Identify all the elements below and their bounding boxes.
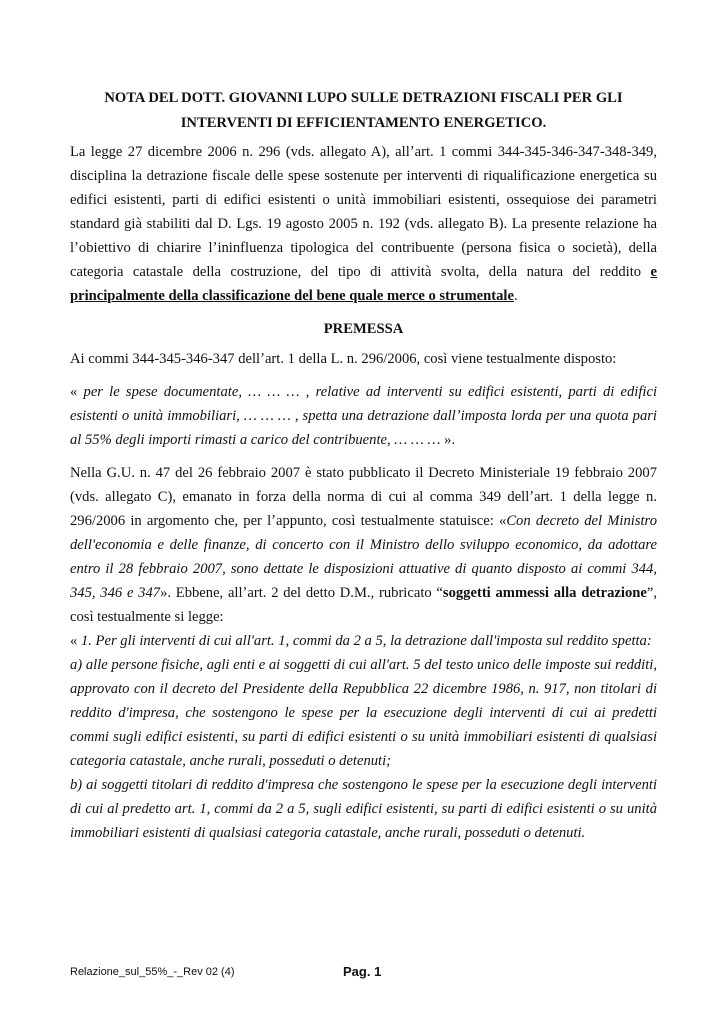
footer-page-number: Pag. 1 (343, 964, 382, 979)
document-body (70, 140, 657, 845)
quote1-open: « (70, 384, 84, 400)
quote-block-2 (70, 629, 657, 845)
premessa-heading: PREMESSA (323, 321, 404, 337)
footer-filename: Relazione_sul_55%_-_Rev 02 (4) (70, 966, 235, 978)
intro-end: . (513, 288, 518, 304)
para2-quote: Con decreto del Ministro dell'economia e delle finanze, di concerto con il Ministro dello sviluppo economico, da adottare entro il 28 febbraio 2007, sono dettate le disposizioni attuative di quanto disposto ai commi 344, 345, 346 e 347 (70, 513, 657, 601)
para2-text: Nella G.U. n. 47 del 26 febbraio 2007 è stato pubblicato il Decreto Ministeriale 19 febbraio 2007 (vds. allegato C), emanato in forza della norma di cui al comma 349 dellʼart. 1 della legge n. 296/2006 in argomento che, per lʼappunto, così testualmente statuisce: « (70, 465, 657, 529)
intro-emphasis: e principalmente della classificazione del bene quale merce o strumentale (70, 264, 657, 304)
intro-text: La legge 27 dicembre 2006 n. 296 (vds. allegato A), allʼart. 1 commi 344-345-346-347-348-349, disciplina la detrazione fiscale delle spese sostenute per interventi di riqualificazione energetica su edifici esistenti, parti di edifici esistenti o unità immobiliari esistenti, ossequiose dei parametri standard già stabiliti dal D. Lgs. 19 agosto 2005 n. 192 (vds. allegato B). La presente relazione ha lʼobiettivo di chiarire lʼininfluenza tipologica del contribuente (persona fisica o società), della categoria catastale della costruzione, del tipo di attività svolta, della natura del reddito (70, 144, 657, 280)
para2-end: ”, così testualmente si legge: (70, 585, 657, 625)
quote2-item-a: a) alle persone fisiche, agli enti e ai soggetti di cui all'art. 5 del testo unico delle imposte sui redditi, approvato con il decreto del Presidente della Repubblica 22 dicembre 1986, n. 917, non titolari di reddito d'impresa, che sostengono le spese per la esecuzione degli interventi di cui ai predetti commi sugli edifici esistenti, su parti di edifici esistenti o su unità immobiliari esistenti di qualsiasi categoria catastale, anche rurali, posseduti o detenuti; (70, 657, 657, 769)
quote2-item-1-text: 1. Per gli interventi di cui all'art. 1, commi da 2 a 5, la detrazione dall'imposta sul reddito spetta: (80, 633, 652, 649)
document-title (70, 86, 657, 136)
quote2-item-1 (70, 629, 657, 653)
quote2-item-b: b) ai soggetti titolari di reddito d'impresa che sostengono le spese per la esecuzione degli interventi di cui al predetto art. 1, commi da 2 a 5, sugli edifici esistenti, su parti di edifici esistenti o su unità immobiliari esistenti di qualsiasi categoria catastale, anche rurali, posseduti o detenuti. (70, 777, 657, 841)
intro-paragraph (70, 140, 657, 308)
para2-bold: soggetti ammessi alla detrazione (442, 585, 647, 601)
dm-paragraph (70, 461, 657, 629)
quote1-close: ». (444, 432, 456, 448)
para2-mid: ». Ebbene, allʼart. 2 del detto D.M., rubricato “ (160, 585, 443, 601)
quote2-open: « (70, 633, 81, 649)
title-line-2: INTERVENTI DI EFFICIENTAMENTO ENERGETICO. (180, 115, 547, 131)
quote1-text: per le spese documentate, … … … , relative ad interventi su edifici esistenti, parti di edifici esistenti o unità immobiliari, … … … , spetta una detrazione dallʼimposta lorda per una quota pari al 55% degli importi rimasti a carico del contribuente, … … … (70, 384, 657, 448)
title-line-1: NOTA DEL DOTT. GIOVANNI LUPO SULLE DETRAZIONI FISCALI PER GLI (104, 90, 623, 106)
quote-paragraph-1 (70, 380, 657, 452)
premessa-paragraph: Ai commi 344-345-346-347 dellʼart. 1 della L. n. 296/2006, così viene testualmente disposto: (70, 351, 617, 367)
